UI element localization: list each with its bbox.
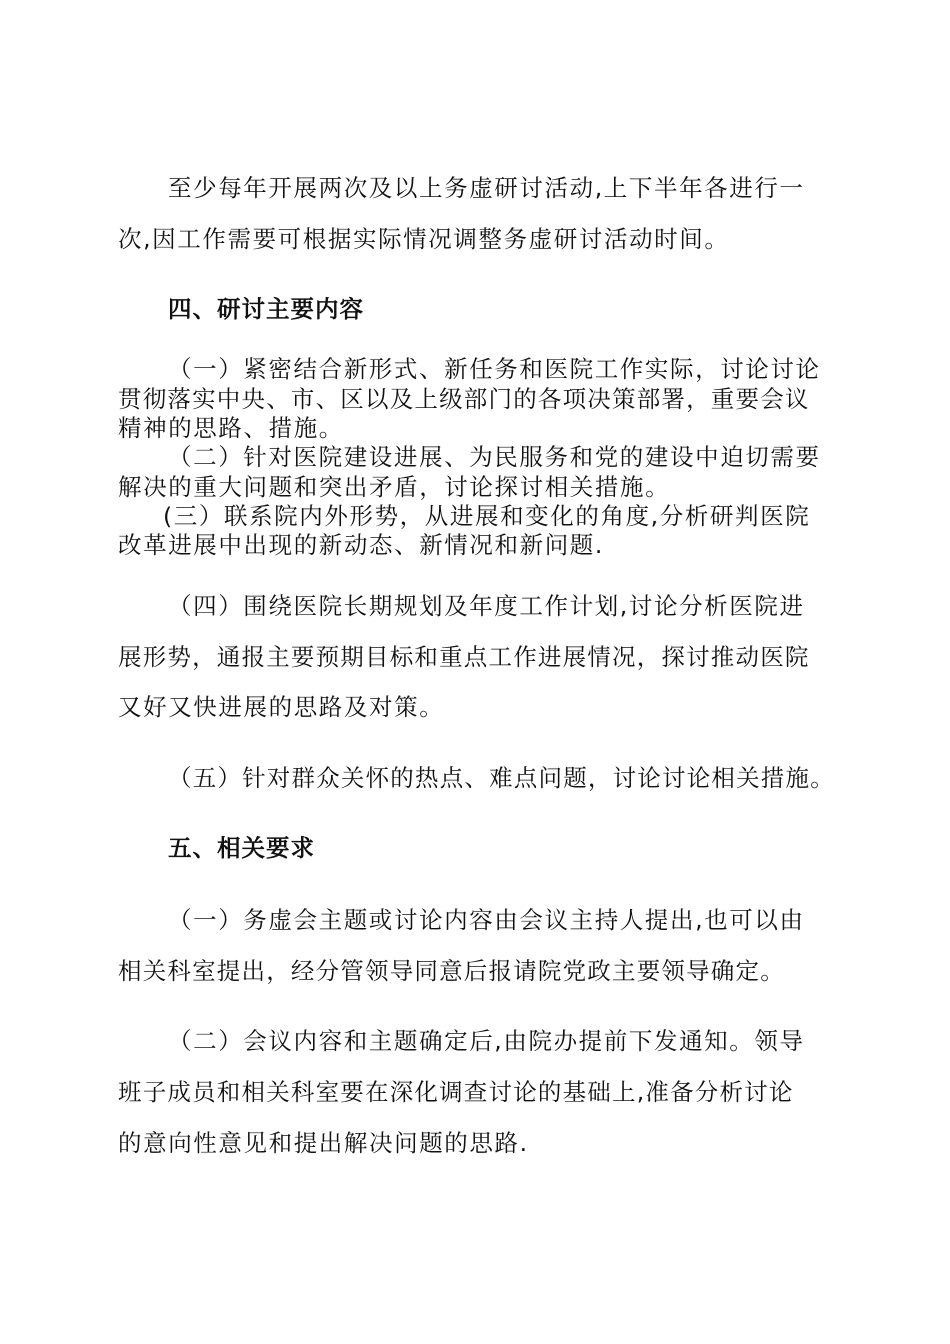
section4-item4-line-1: （四）围绕医院长期规划及年度工作计划,讨论分析医院进 xyxy=(168,592,805,620)
section5-item1-line-1: （一）务虚会主题或讨论内容由会议主持人提出,也可以由 xyxy=(168,906,805,934)
section5-item2-line-3: 的意向性意见和提出解决问题的思路. xyxy=(118,1129,529,1157)
section4-item4-line-3: 又好又快进展的思路及对策。 xyxy=(118,693,445,721)
section4-item4-line-2: 展形势，通报主要预期目标和重点工作进展情况，探讨推动医院 xyxy=(118,643,810,671)
section4-item3-line-2: 改革进展中出现的新动态、新情况和新问题. xyxy=(118,531,604,559)
section-4-heading: 四、研讨主要内容 xyxy=(168,295,364,323)
section3-line-2: 次,因工作需要可根据实际情况调整务虚研讨活动时间。 xyxy=(118,225,730,253)
section4-item1-line-1: （一）紧密结合新形式、新任务和医院工作实际，讨论讨论 xyxy=(168,355,821,383)
section4-item3-line-1: (三）联系院内外形势，从进展和变化的角度,分析研判医院 xyxy=(163,502,811,530)
section4-item1-line-2: 贯彻落实中央、市、区以及上级部门的各项决策部署，重要会议 xyxy=(118,385,810,413)
section4-item5-line-1: （五）针对群众关怀的热点、难点问题，讨论讨论相关措施。 xyxy=(168,764,835,792)
section-5-heading: 五、相关要求 xyxy=(168,834,315,862)
section5-item2-line-1: （二）会议内容和主题确定后,由院办提前下发通知。领导 xyxy=(168,1027,805,1055)
section4-item2-line-2: 解决的重大问题和突出矛盾，讨论探讨相关措施。 xyxy=(118,473,671,501)
section3-line-1: 至少每年开展两次及以上务虚研讨活动,上下半年各进行一 xyxy=(168,174,805,202)
section4-item1-line-3: 精神的思路、措施。 xyxy=(118,414,344,442)
section5-item1-line-2: 相关科室提出，经分管领导同意后报请院党政主要领导确定。 xyxy=(118,957,785,985)
section4-item2-line-1: （二）针对医院建设进展、为民服务和党的建设中迫切需要 xyxy=(168,443,821,471)
section5-item2-line-2: 班子成员和相关科室要在深化调查讨论的基础上,准备分析讨论 xyxy=(118,1078,794,1106)
